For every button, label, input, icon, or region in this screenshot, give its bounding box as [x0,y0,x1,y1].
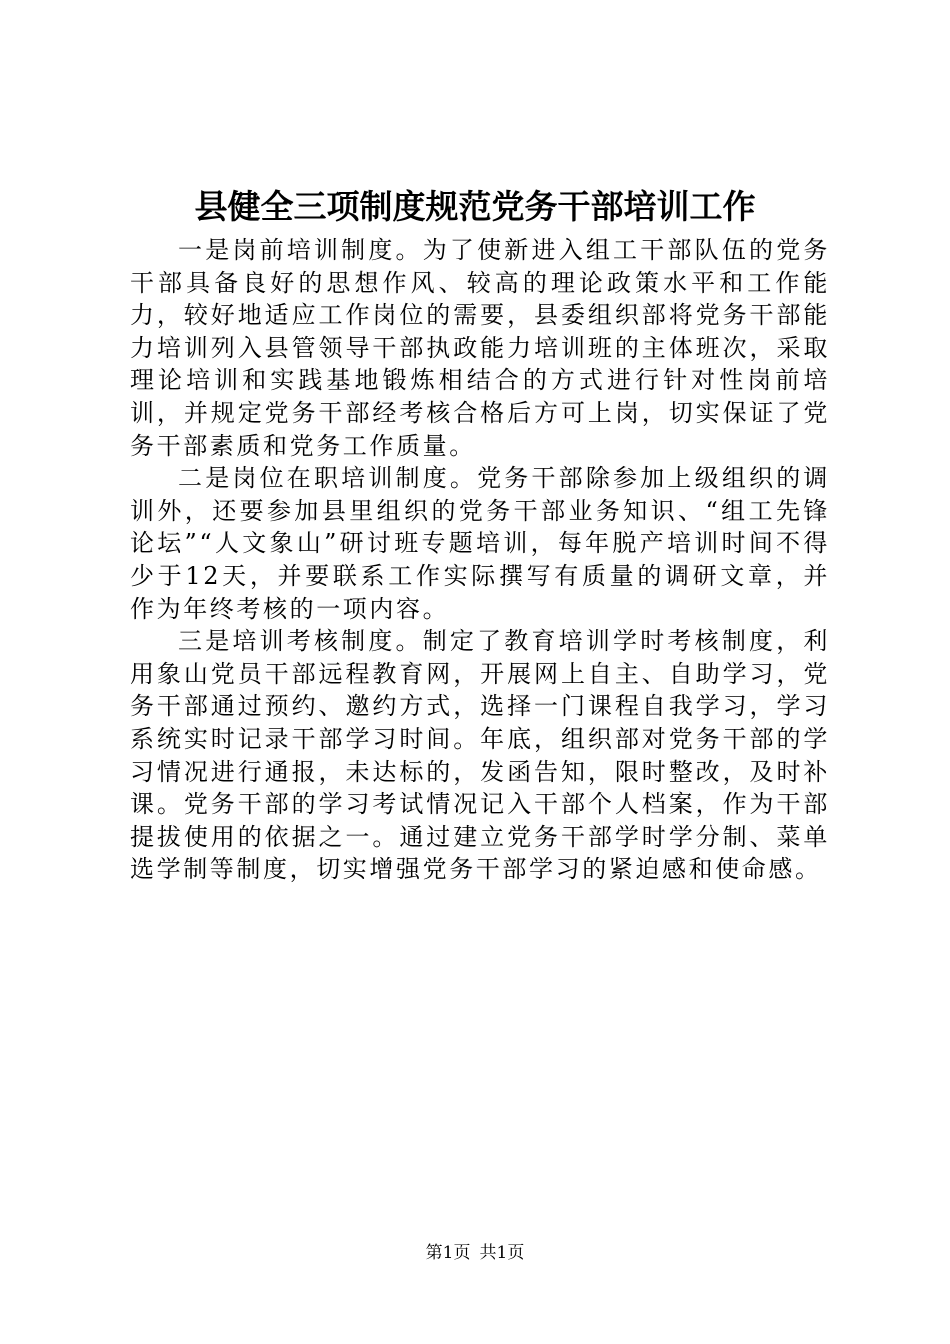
document-title: 县健全三项制度规范党务干部培训工作 [194,187,756,226]
page-number: 第1页 [425,1243,471,1263]
page-total: 共1页 [479,1243,525,1263]
document-body [130,234,830,886]
page-footer [0,1241,950,1265]
paragraph-2: 二是岗位在职培训制度。党务干部除参加上级组织的调训外，还要参加县里组织的党务干部业务知识、“组工先锋论坛”“人文象山”研讨班专题培训，每年脱产培训时间不得少于12天，并要联系工作实际撰写有质量的调研文章，并作为年终考核的一项内容。 [130,464,830,623]
paragraph-3: 三是培训考核制度。制定了教育培训学时考核制度，利用象山党员干部远程教育网，开展网上自主、自助学习，党务干部通过预约、邀约方式，选择一门课程自我学习，学习系统实时记录干部学习时间。年底，组织部对党务干部的学习情况进行通报，未达标的，发函告知，限时整改，及时补课。党务干部的学习考试情况记入干部个人档案，作为干部提拔使用的依据之一。通过建立党务干部学时学分制、菜单选学制等制度，切实增强党务干部学习的紧迫感和使命感。 [130,627,830,884]
paragraph-1: 一是岗前培训制度。为了使新进入组工干部队伍的党务干部具备良好的思想作风、较高的理论政策水平和工作能力，较好地适应工作岗位的需要，县委组织部将党务干部能力培训列入县管领导干部执政能力培训班的主体班次，采取理论培训和实践基地锻炼相结合的方式进行针对性岗前培训，并规定党务干部经考核合格后方可上岗，切实保证了党务干部素质和党务工作质量。 [130,236,830,460]
